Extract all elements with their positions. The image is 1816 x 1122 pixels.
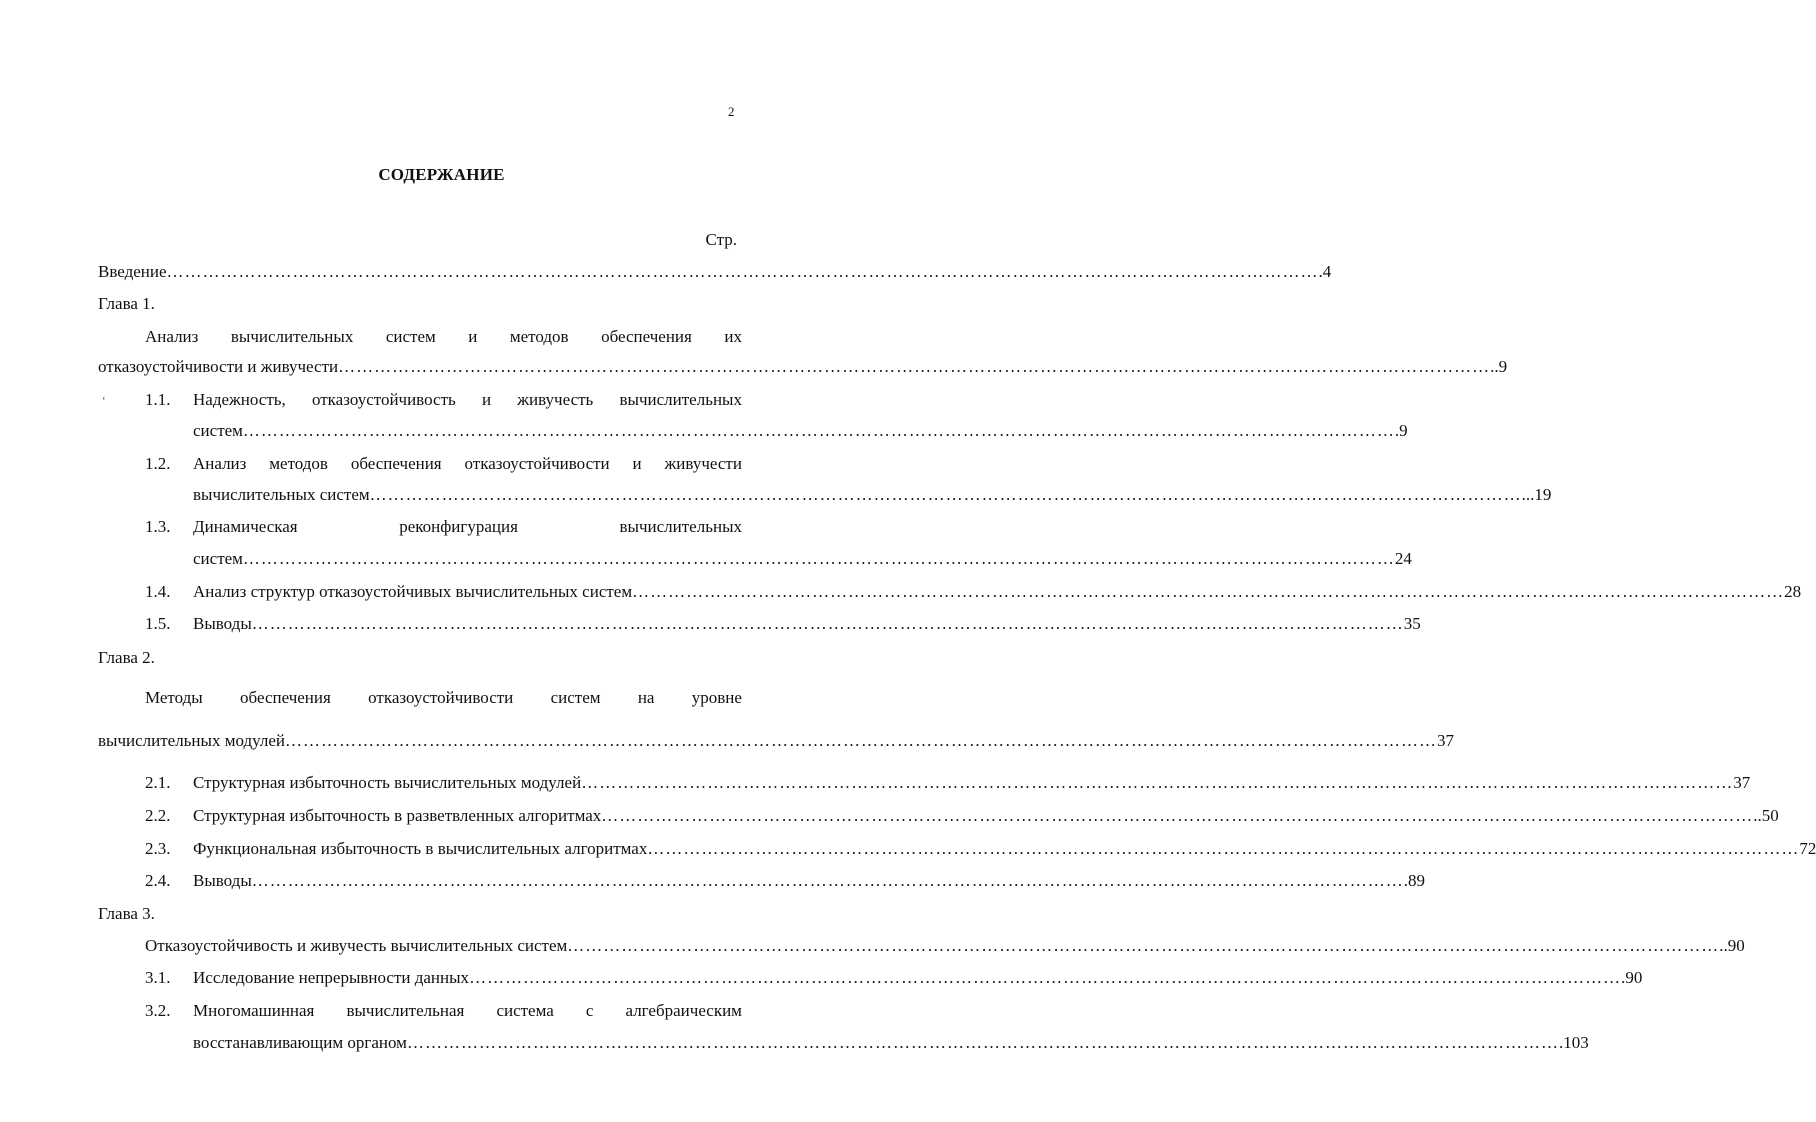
toc-entry-text: Введение bbox=[98, 262, 167, 281]
section-number: 2.4. bbox=[145, 871, 171, 890]
word: вычислительных bbox=[619, 517, 742, 536]
section-number: 3.1. bbox=[145, 968, 171, 987]
leader-dots: ………………………………………………………………………………………………………………………………………………………………………… bbox=[166, 262, 1319, 281]
word: система bbox=[496, 1001, 554, 1020]
word: реконфигурация bbox=[399, 517, 518, 536]
chapter-label: Глава 2. bbox=[98, 648, 155, 667]
toc-entry-text: Исследование непрерывности данных bbox=[193, 968, 470, 987]
word: алгебраическим bbox=[625, 1001, 742, 1020]
section-number: 1.5. bbox=[145, 614, 171, 633]
toc-entry-intro[interactable] bbox=[98, 262, 1332, 284]
toc-page-number: ..50 bbox=[1753, 806, 1779, 825]
toc-page-number: 37 bbox=[1437, 731, 1454, 750]
word: Надежность, bbox=[193, 390, 286, 409]
toc-page-number: .103 bbox=[1558, 1033, 1589, 1052]
leader-dots: ………………………………………………………………………………………………………………………………………………………………………… bbox=[369, 485, 1522, 504]
leader-dots: ………………………………………………………………………………………………………………………………………………………………………… bbox=[338, 357, 1491, 376]
section-number: 1.3. bbox=[145, 517, 171, 536]
toc-entry-1-3-line2[interactable] bbox=[193, 549, 1412, 571]
word: живучести bbox=[664, 454, 742, 473]
word: систем bbox=[385, 327, 436, 346]
section-number: 2.1. bbox=[145, 773, 171, 792]
toc-entry-text: Структурная избыточность в разветвленных алгоритмах bbox=[193, 806, 602, 825]
word: отказоустойчивость bbox=[311, 390, 456, 409]
toc-page-number: 24 bbox=[1394, 549, 1412, 568]
toc-entry-3-2[interactable] bbox=[193, 1001, 742, 1023]
word: Анализ bbox=[145, 327, 199, 346]
leader-dots: ………………………………………………………………………………………………………………………………………………………………………… bbox=[242, 421, 1395, 440]
word: отказоустойчивости bbox=[464, 454, 610, 473]
toc-page-number: .4 bbox=[1318, 262, 1332, 281]
toc-page-number: ..90 bbox=[1719, 936, 1745, 955]
toc-entry-text: отказоустойчивости и живучести bbox=[98, 357, 339, 376]
toc-entry-2-3[interactable] bbox=[193, 839, 1816, 861]
toc-entry-1-3[interactable] bbox=[193, 517, 742, 539]
toc-entry-text: систем bbox=[193, 421, 243, 440]
word: их bbox=[724, 327, 742, 346]
page-number: 2 bbox=[728, 104, 735, 119]
leader-dots: ………………………………………………………………………………………………………………………………………………………………………… bbox=[632, 582, 1785, 601]
toc-entry-text: вычислительных модулей bbox=[98, 731, 285, 750]
toc-entry-text: вычислительных систем bbox=[193, 485, 370, 504]
toc-entry-1-1[interactable] bbox=[193, 390, 742, 412]
chapter-label: Глава 3. bbox=[98, 904, 155, 923]
section-number: 2.3. bbox=[145, 839, 171, 858]
toc-entry-2-4[interactable] bbox=[193, 871, 1426, 893]
toc-page-number: .90 bbox=[1621, 968, 1643, 987]
toc-page-number: ..9 bbox=[1490, 357, 1508, 376]
toc-entry-text: Функциональная избыточность в вычислительных алгоритмах bbox=[193, 839, 648, 858]
word: живучесть bbox=[517, 390, 594, 409]
toc-entry-3-1[interactable] bbox=[193, 968, 1643, 990]
toc-entry-text: Анализ структур отказоустойчивых вычислительных систем bbox=[193, 582, 633, 601]
toc-entry-2-2[interactable] bbox=[193, 806, 1779, 828]
toc-page-number: .9 bbox=[1394, 421, 1408, 440]
toc-page-number: 37 bbox=[1733, 773, 1751, 792]
leader-dots: ………………………………………………………………………………………………………………………………………………………………………… bbox=[285, 731, 1437, 750]
toc-entry-ch2-title-line2[interactable] bbox=[98, 731, 1454, 753]
word: обеспечения bbox=[350, 454, 442, 473]
toc-entry-ch3-title[interactable] bbox=[145, 936, 1745, 958]
toc-page-number: 72 bbox=[1799, 839, 1816, 858]
word: обеспечения bbox=[240, 688, 331, 707]
toc-page-number: 28 bbox=[1784, 582, 1802, 601]
leader-dots: ………………………………………………………………………………………………………………………………………………………………………… bbox=[647, 839, 1800, 858]
leader-dots: ………………………………………………………………………………………………………………………………………………………………………… bbox=[406, 1033, 1559, 1052]
leader-dots: ………………………………………………………………………………………………………………………………………………………………………… bbox=[567, 936, 1720, 955]
word: отказоустойчивости bbox=[368, 688, 514, 707]
word: на bbox=[637, 688, 655, 707]
word: методов bbox=[509, 327, 569, 346]
word: Методы bbox=[145, 688, 203, 707]
leader-dots: ………………………………………………………………………………………………………………………………………………………………………… bbox=[251, 871, 1404, 890]
word: уровне bbox=[691, 688, 742, 707]
toc-entry-ch2-title[interactable] bbox=[145, 688, 742, 710]
toc-entry-1-1-line2[interactable] bbox=[193, 421, 1408, 443]
toc-entry-text: Отказоустойчивость и живучесть вычислительных систем bbox=[145, 936, 568, 955]
section-number: 1.4. bbox=[145, 582, 171, 601]
leader-dots: ………………………………………………………………………………………………………………………………………………………………………… bbox=[251, 614, 1404, 633]
toc-entry-text: Выводы bbox=[193, 614, 252, 633]
toc-entry-1-2-line2[interactable] bbox=[193, 485, 1552, 507]
leader-dots: ………………………………………………………………………………………………………………………………………………………………………… bbox=[469, 968, 1622, 987]
word: вычислительных bbox=[619, 390, 742, 409]
toc-entry-2-1[interactable] bbox=[193, 773, 1751, 795]
toc-entry-1-4[interactable] bbox=[193, 582, 1802, 604]
word: вычислительная bbox=[346, 1001, 465, 1020]
word: Многомашинная bbox=[193, 1001, 315, 1020]
leader-dots: ………………………………………………………………………………………………………………………………………………………………………… bbox=[581, 773, 1734, 792]
word: Динамическая bbox=[193, 517, 298, 536]
toc-entry-1-5[interactable] bbox=[193, 614, 1421, 636]
leader-dots: ………………………………………………………………………………………………………………………………………………………………………… bbox=[601, 806, 1754, 825]
page-title: СОДЕРЖАНИЕ bbox=[378, 165, 505, 184]
toc-entry-text: восстанавливающим органом bbox=[193, 1033, 407, 1052]
toc-page-number: 35 bbox=[1403, 614, 1421, 633]
margin-mark: ‘ bbox=[102, 395, 106, 407]
toc-entry-text: систем bbox=[193, 549, 243, 568]
toc-entry-1-2[interactable] bbox=[193, 454, 742, 476]
word: обеспечения bbox=[601, 327, 692, 346]
word: и bbox=[481, 390, 492, 409]
word: вычислительных bbox=[230, 327, 354, 346]
chapter-label: Глава 1. bbox=[98, 294, 155, 313]
word: методов bbox=[269, 454, 328, 473]
page-column-label: Стр. bbox=[705, 230, 737, 249]
section-number: 3.2. bbox=[145, 1001, 171, 1020]
toc-page-number: ...19 bbox=[1521, 485, 1552, 504]
word: с bbox=[585, 1001, 594, 1020]
section-number: 1.1. bbox=[145, 390, 171, 409]
word: и bbox=[468, 327, 478, 346]
leader-dots: ………………………………………………………………………………………………………………………………………………………………………… bbox=[242, 549, 1395, 568]
toc-entry-text: Выводы bbox=[193, 871, 252, 890]
toc-entry-3-2-line2[interactable] bbox=[193, 1033, 1589, 1055]
word: Анализ bbox=[193, 454, 247, 473]
toc-entry-text: Структурная избыточность вычислительных модулей bbox=[193, 773, 582, 792]
word: систем bbox=[550, 688, 601, 707]
toc-entry-ch1-title[interactable] bbox=[145, 327, 742, 349]
word: и bbox=[632, 454, 642, 473]
toc-page-number: .89 bbox=[1403, 871, 1426, 890]
section-number: 1.2. bbox=[145, 454, 171, 473]
section-number: 2.2. bbox=[145, 806, 171, 825]
toc-entry-ch1-title-line2[interactable] bbox=[98, 357, 1508, 379]
